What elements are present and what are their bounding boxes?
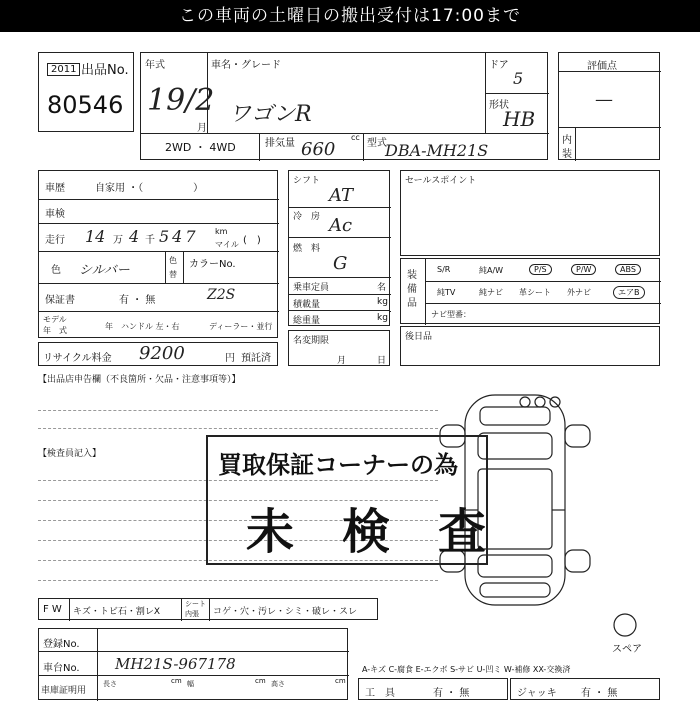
equip-abs: ABS: [615, 264, 641, 275]
model-value: DBA-MH21S: [385, 141, 489, 160]
color-no-label: カラーNo.: [189, 259, 236, 270]
equipment-box: [400, 258, 660, 324]
load-unit: kg: [377, 297, 388, 307]
recycle-deposit: 預託済: [241, 353, 271, 364]
cert-width-cm: cm: [255, 677, 266, 685]
mileage-rest: 547: [159, 227, 199, 246]
rating-box: [558, 52, 660, 160]
name-change-day: 日: [377, 356, 387, 366]
chassis-label: 車台No.: [43, 663, 80, 674]
equip-pw: P/W: [571, 264, 596, 275]
mileage-sen: 4: [129, 227, 140, 246]
equipment-label: 装備品: [407, 270, 417, 309]
weight-unit: kg: [377, 313, 388, 323]
shift-value: AT: [329, 185, 354, 206]
inspector-note-label: 【検査員記入】: [38, 449, 102, 459]
shape-label: 形状: [489, 100, 509, 111]
displacement-value: 660: [301, 139, 336, 160]
warranty-options: 有 ・ 無: [119, 295, 156, 306]
dealer-type: ディーラー・並行: [209, 322, 273, 331]
cert-length-cm: cm: [171, 677, 182, 685]
rating-label: 評価点: [587, 61, 617, 72]
jack-options: 有 ・ 無: [581, 688, 618, 699]
rating-value: —: [595, 89, 613, 110]
color-label: 色: [51, 265, 61, 276]
equip-ps: P/S: [529, 264, 552, 275]
detail-table: [38, 170, 278, 338]
weight-row: [288, 310, 390, 326]
shift-label: シフト: [293, 176, 321, 186]
mileage-man-unit: 万: [113, 235, 123, 246]
lot-header: 出品No.: [81, 63, 129, 78]
color-change-2: 替: [169, 270, 177, 279]
equip-leather: 革シート: [519, 288, 551, 297]
chassis-value: MH21S-967178: [115, 655, 236, 673]
history-value: 自家用 ・（ ）: [95, 183, 204, 194]
interior-label-2: 装: [562, 149, 572, 160]
warranty-label: 保証書: [45, 295, 75, 306]
capacity-label: 乗車定員: [293, 283, 330, 293]
weight-label: 総重量: [293, 316, 321, 326]
interior-label-1: 内: [562, 135, 572, 146]
drive-type: 2WD ・ 4WD: [165, 141, 236, 154]
model-year-label-2: モデル: [43, 315, 67, 324]
year-value: 19/2: [147, 83, 215, 118]
ac-label: 冷 房: [293, 212, 321, 222]
car-name-label: 車名・グレード: [211, 60, 281, 71]
fw-desc: キズ・トビ石・割レX: [73, 607, 160, 617]
postfit-box: [400, 326, 660, 366]
capacity-unit: 名: [377, 283, 387, 293]
recycle-label: リサイクル料金: [43, 353, 112, 364]
cert-width: 幅: [187, 680, 194, 688]
interior-codes-row: [38, 598, 378, 620]
seller-note-label: 【出品店申告欄（不良箇所・欠品・注意事項等）】: [38, 375, 241, 385]
tools-label: 工 具: [365, 688, 395, 699]
lot-number: 80546: [47, 91, 124, 119]
saturday-pickup-banner: この車両の土曜日の搬出受付は17:00まで: [0, 0, 700, 32]
spare-tire-icon: [612, 612, 638, 638]
equip-airbag: エアB: [613, 286, 645, 299]
mileage-sen-unit: 千: [145, 235, 155, 246]
cert-length: 長さ: [103, 680, 117, 688]
shape-value: HB: [503, 107, 536, 131]
model-year-label-1: 年 式: [43, 326, 67, 335]
equip-sr: S/R: [437, 265, 451, 274]
recycle-box: [38, 342, 278, 366]
model-year-unit: 年: [105, 322, 113, 331]
fw-label: F W: [43, 604, 62, 615]
seat-label-2: 内張: [185, 610, 199, 618]
tools-box: [358, 678, 508, 700]
name-change-month: 月: [337, 356, 347, 366]
doors-value: 5: [513, 69, 524, 88]
name-change-label: 名変期限: [293, 336, 330, 346]
equip-tv: 純TV: [437, 288, 456, 297]
lot-year-tag: 2011: [47, 63, 80, 76]
registration-table: [38, 628, 348, 700]
year-month-unit: 月: [197, 123, 207, 134]
navi-model-label: ナビ型番：: [431, 310, 471, 319]
jack-box: [510, 678, 660, 700]
sales-point-box: [400, 170, 660, 256]
cert-height: 高さ: [271, 680, 285, 688]
color-value: シルバー: [79, 263, 130, 278]
handle-side: ハンドル 左・右: [121, 322, 180, 331]
inspection-label: 車検: [45, 209, 65, 220]
ac-value: Ac: [329, 215, 353, 236]
equip-alloy: 純A/W: [479, 266, 504, 275]
model-label: 型式: [367, 138, 387, 149]
color-no-value: Z2S: [207, 287, 236, 303]
seat-label-1: シート: [185, 600, 206, 608]
recycle-unit: 円: [225, 353, 235, 364]
load-label: 積載量: [293, 300, 321, 310]
cert-height-cm: cm: [335, 677, 346, 685]
spec-table: [288, 170, 390, 326]
damage-legend: A-キズ C-腐食 E-エクボ S-サビ U-凹ミ W-補修 XX-交換済: [362, 665, 571, 674]
equip-navi: 純ナビ: [479, 288, 503, 297]
lot-number-box: [38, 52, 134, 132]
stamp-line-2: 未 検 査: [246, 504, 487, 560]
car-name-value: ワゴンR: [229, 102, 312, 127]
mileage-man: 14: [85, 227, 106, 246]
certificate-label: 車庫証明用: [41, 686, 87, 696]
displacement-label: 排気量: [265, 138, 295, 149]
stamp-line-1: 買取保証コーナーの為: [218, 451, 458, 479]
doors-label: ドア: [489, 60, 509, 71]
color-change-1: 色: [169, 256, 177, 265]
equip-ext-navi: 外ナビ: [567, 288, 591, 297]
vehicle-header-box: [140, 52, 548, 160]
mileage-label: 走行: [45, 235, 65, 246]
postfit-label: 後日品: [405, 332, 433, 342]
spare-label: スペア: [612, 644, 642, 655]
jack-label: ジャッキ: [517, 688, 557, 699]
recycle-value: 9200: [139, 343, 185, 364]
mileage-unit-km: km: [215, 227, 228, 236]
displacement-unit: cc: [351, 133, 360, 142]
history-label: 車歴: [45, 183, 65, 194]
year-label: 年式: [145, 60, 165, 71]
tools-options: 有 ・ 無: [433, 688, 470, 699]
name-change-box: [288, 330, 390, 366]
uninspected-stamp: [206, 435, 488, 565]
sales-point-label: セールスポイント: [405, 176, 477, 186]
mileage-paren: ( ): [243, 235, 261, 246]
registration-label: 登録No.: [43, 639, 80, 650]
mileage-unit-mile: マイル: [215, 240, 239, 249]
seat-desc: コゲ・穴・汚レ・シミ・破レ・スレ: [213, 607, 358, 617]
fuel-label: 燃 料: [293, 244, 321, 254]
fuel-value: G: [333, 253, 348, 274]
